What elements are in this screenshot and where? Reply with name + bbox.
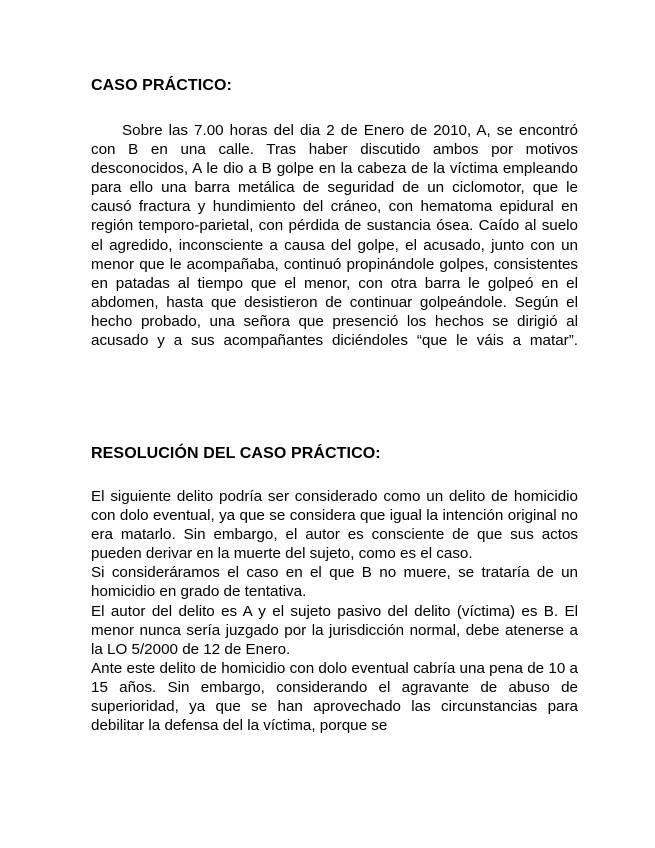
resolucion-paragraph: Ante este delito de homicidio con dolo eventual cabría una pena de 10 a 15 años. Sin embargo, considerando el agravante de abuso de superioridad, ya que se han aprovechado las circunstancias para debilitar la defensa del la víctima, porque se xyxy=(91,659,578,735)
resolucion-paragraph: El autor del delito es A y el sujeto pasivo del delito (víctima) es B. El menor nunca sería juzgado por la jurisdicción normal, debe atenerse a la LO 5/2000 de 12 de Enero. xyxy=(91,602,578,658)
caso-paragraph: Sobre las 7.00 horas del dia 2 de Enero de 2010, A, se encontró con B en una calle. Tras haber discutido ambos por motivos desconocidos, A le dio a B golpe en la cabeza de la víctima empleando para ello una barra metálica de seguridad de un ciclomotor, que le causó fractura y hundimiento del cráneo, con hematoma epidural en región temporo-parietal, con pérdida de sustancia ósea. Caído al suelo el agredido, inconsciente a causa del golpe, el acusado, junto con un menor que le acompañaba, continuó propinándole golpes, consistentes en patadas al tiempo que el menor, con otra barra le golpeó en el abdomen, hasta que desistieron de continuar golpeándole. Según el hecho probado, una señora que presenció los hechos se dirigió al acusado y a sus acompañantes diciéndoles “que le váis a matar”. xyxy=(91,122,578,350)
resolucion-body xyxy=(91,487,578,735)
resolucion-heading: RESOLUCIÓN DEL CASO PRÁCTICO: xyxy=(91,445,381,462)
resolucion-paragraph: El siguiente delito podría ser considerado como un delito de homicidio con dolo eventual, ya que se considera que igual la intención original no era matarlo. Sin embargo, el autor es consciente de que sus actos pueden derivar en la muerte del sujeto, como es el caso. xyxy=(91,488,578,563)
caso-heading: CASO PRÁCTICO: xyxy=(91,77,232,94)
resolucion-paragraph: Si consideráramos el caso en el que B no muere, se trataría de un homicidio en grado de tentativa. xyxy=(91,564,578,601)
